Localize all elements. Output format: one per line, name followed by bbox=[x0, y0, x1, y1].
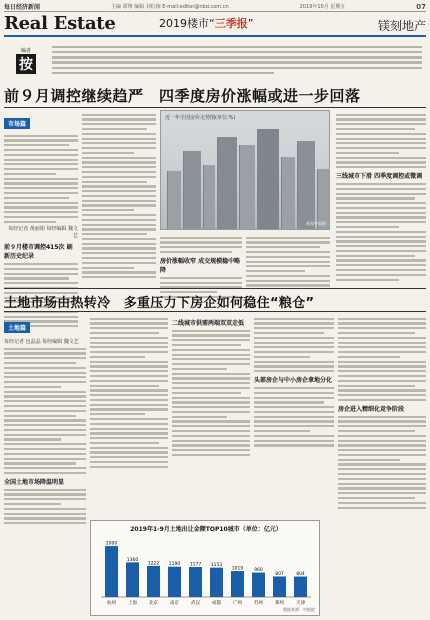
page-topbar bbox=[4, 2, 426, 12]
land-subhead-d: 房企进入精细化竞争阶段 bbox=[338, 406, 405, 414]
section-title-cn: 镁刻地产 bbox=[377, 19, 426, 33]
issue-date: 2019年10月 星期五 bbox=[299, 4, 346, 10]
land-subhead-b: 二线城市供需两端双双走低 bbox=[172, 320, 245, 327]
editor-note-body bbox=[48, 41, 426, 79]
regulation-subhead: 前９月楼市调控415次 刷新历史纪录 bbox=[4, 244, 73, 261]
article-column-5 bbox=[336, 111, 426, 283]
category-label-4: 武汉 bbox=[191, 601, 200, 606]
editor-note bbox=[4, 41, 426, 79]
land-column-5 bbox=[338, 315, 426, 511]
price-subhead: 房价涨幅收窄 成交规模稳中略降 bbox=[160, 258, 241, 275]
chart-source: 数据来源：中指院 bbox=[283, 607, 315, 612]
bar-0 bbox=[105, 546, 118, 597]
bar-6 bbox=[231, 571, 244, 597]
section-header bbox=[4, 13, 426, 37]
category-label-9: 天津 bbox=[296, 601, 305, 606]
category-label-7: 苏州 bbox=[254, 601, 263, 606]
category-label-3: 南京 bbox=[170, 601, 179, 606]
land-column-3 bbox=[172, 315, 250, 459]
chart-title: 2019年1-9月土地出让金额TOP10城市（单位：亿元） bbox=[130, 526, 282, 533]
bar-value-label-1: 1360 bbox=[126, 557, 139, 563]
article-column-2 bbox=[82, 111, 156, 281]
skyline-photo bbox=[160, 110, 330, 230]
market-subhead: 市场篇 bbox=[4, 118, 30, 129]
category-label-0: 杭州 bbox=[107, 601, 116, 606]
bar-3 bbox=[168, 567, 181, 597]
page-number: 07 bbox=[416, 2, 426, 11]
newspaper-name: 每日经济新闻 bbox=[4, 4, 41, 11]
main-headline: 前９月调控继续趋严 四季度房价涨幅或进一步回落 bbox=[4, 87, 361, 105]
category-label-2: 北京 bbox=[149, 601, 158, 606]
bar-7 bbox=[252, 573, 265, 597]
chart-svg bbox=[91, 533, 321, 609]
category-label-1: 上海 bbox=[128, 601, 137, 606]
land-byline: 每经记者 包晶晶 每经编辑 魏文艺 bbox=[4, 339, 79, 345]
land-sales-chart bbox=[90, 520, 320, 616]
land-column-1 bbox=[4, 315, 86, 527]
bar-4 bbox=[189, 567, 202, 597]
photo-caption: 近一年全国房价走势图(单位:%) bbox=[165, 115, 236, 121]
bar-value-label-0: 2000 bbox=[105, 541, 118, 547]
headline-rule bbox=[4, 107, 426, 108]
land-subhead-c: 头部房企与中小房企拿地分化 bbox=[254, 377, 333, 385]
land-subhead-a: 全国土地市场降温明显 bbox=[4, 479, 65, 487]
bar-value-label-3: 1190 bbox=[168, 562, 181, 568]
bar-value-label-8: 807 bbox=[275, 571, 284, 577]
article-column-3 bbox=[160, 234, 242, 301]
banner-title: 2019楼市“三季报” bbox=[159, 17, 254, 30]
land-headline-rule bbox=[4, 311, 426, 312]
photo-credit: 视觉中国图 bbox=[306, 221, 326, 226]
bar-value-label-5: 1153 bbox=[210, 563, 223, 569]
bar-value-label-7: 960 bbox=[254, 568, 263, 574]
header-rule bbox=[4, 35, 426, 37]
market-byline: 每经记者 黄丽娟 每经编辑 魏文艺 bbox=[8, 226, 78, 240]
land-column-2 bbox=[90, 315, 168, 471]
land-headline: 土地市场由热转冷 多重压力下房企如何稳住“粮仓” bbox=[4, 296, 315, 311]
land-column-4 bbox=[254, 315, 334, 449]
section-divider bbox=[4, 288, 426, 289]
tier3-subhead: 三线城市下滑 四季度调控或微调 bbox=[336, 173, 423, 181]
category-label-8: 郑州 bbox=[275, 601, 284, 606]
bar-value-label-2: 1222 bbox=[147, 561, 160, 567]
land-subhead: 土地篇 bbox=[4, 322, 30, 333]
article-column-4 bbox=[246, 234, 330, 289]
editor-note-tag: 编者 按 bbox=[4, 41, 48, 79]
section-title-en: Real Estate bbox=[4, 13, 116, 34]
bar-value-label-4: 1177 bbox=[189, 562, 202, 568]
bar-8 bbox=[273, 576, 286, 597]
bar-9 bbox=[294, 577, 307, 597]
category-label-5: 成都 bbox=[212, 601, 221, 606]
bar-2 bbox=[147, 566, 160, 597]
bar-value-label-6: 1019 bbox=[231, 566, 244, 572]
bar-value-label-9: 804 bbox=[296, 572, 305, 578]
bar-1 bbox=[126, 562, 139, 597]
category-label-6: 广州 bbox=[233, 601, 242, 606]
bar-5 bbox=[210, 568, 223, 597]
editor-info: 主编 谭翔 编辑 刘红梅 E-mail:editor@nbd.com.cn bbox=[110, 4, 229, 10]
